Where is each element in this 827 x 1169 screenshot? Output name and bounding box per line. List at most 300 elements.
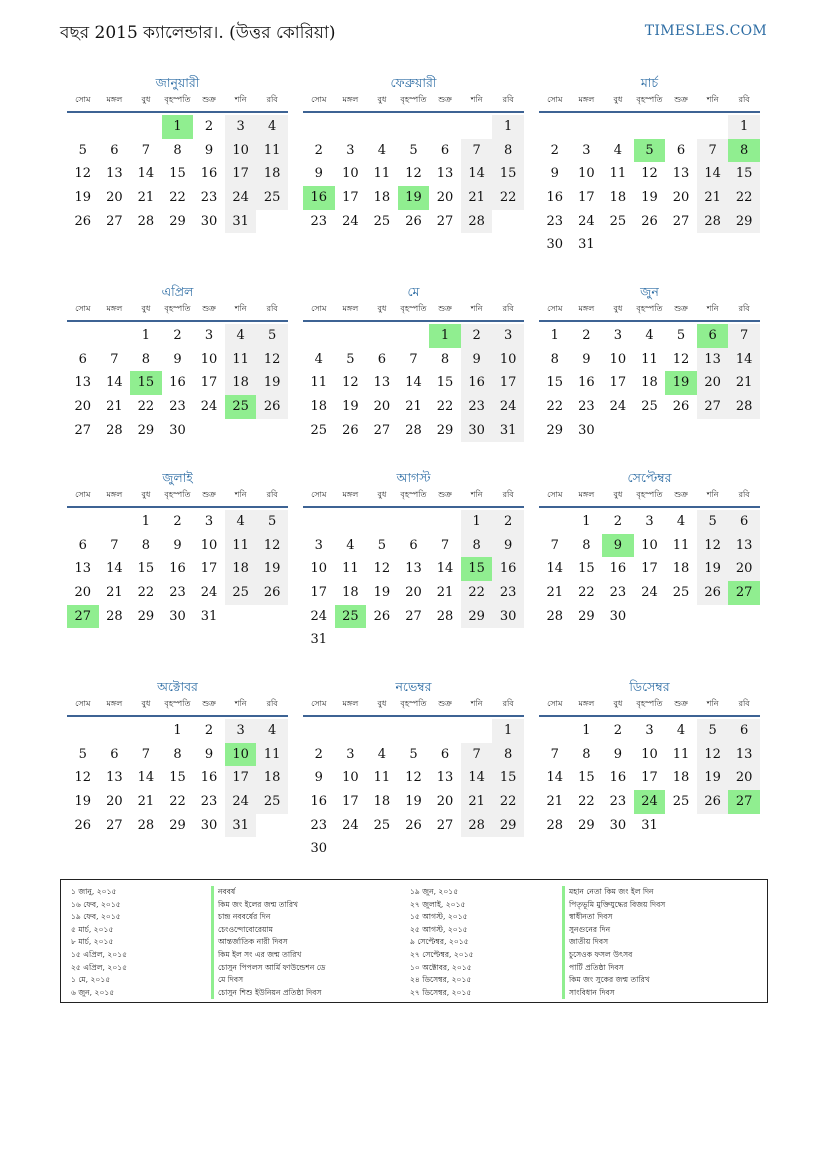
holiday-day-cell[interactable]: 8 (728, 139, 760, 163)
day-cell[interactable]: 18 (672, 561, 690, 577)
day-cell[interactable]: 2 (582, 328, 591, 343)
day-cell[interactable]: 24 (342, 213, 359, 229)
holiday-day-cell[interactable]: 19 (665, 371, 697, 395)
day-cell[interactable]: 14 (728, 348, 760, 372)
day-cell[interactable]: 12 (697, 534, 729, 558)
day-cell[interactable]: 28 (728, 395, 760, 419)
day-cell[interactable]: 17 (641, 561, 658, 577)
holiday-day-cell[interactable]: 27 (728, 581, 760, 605)
day-cell[interactable]: 6 (110, 746, 119, 762)
day-cell[interactable]: 29 (492, 814, 524, 838)
day-cell[interactable]: 13 (405, 561, 422, 577)
day-cell[interactable]: 2 (314, 142, 323, 158)
day-cell[interactable]: 24 (225, 186, 257, 210)
day-cell[interactable]: 30 (310, 841, 328, 857)
day-cell[interactable]: 12 (672, 351, 690, 367)
holiday-day-cell[interactable]: 27 (67, 605, 99, 629)
day-cell[interactable]: 19 (697, 766, 729, 790)
day-cell[interactable]: 5 (697, 510, 729, 534)
day-cell[interactable]: 2 (204, 119, 214, 134)
day-cell[interactable]: 27 (373, 422, 391, 438)
day-cell[interactable]: 24 (342, 817, 359, 833)
day-cell[interactable]: 19 (256, 557, 288, 581)
day-cell[interactable]: 7 (461, 139, 493, 163)
day-cell[interactable]: 30 (169, 422, 186, 438)
day-cell[interactable]: 27 (672, 213, 690, 229)
day-cell[interactable]: 18 (373, 794, 391, 810)
holiday-day-cell[interactable]: 9 (602, 534, 634, 558)
day-cell[interactable]: 8 (173, 746, 182, 762)
day-cell[interactable]: 13 (106, 166, 123, 182)
day-cell[interactable]: 5 (377, 537, 387, 553)
day-cell[interactable]: 3 (346, 746, 355, 762)
day-cell[interactable]: 6 (409, 537, 418, 553)
day-cell[interactable]: 7 (110, 537, 119, 553)
day-cell[interactable]: 14 (436, 561, 454, 577)
day-cell[interactable]: 23 (169, 399, 186, 415)
day-cell[interactable]: 20 (373, 399, 391, 415)
day-cell[interactable]: 22 (728, 186, 760, 210)
day-cell[interactable]: 25 (641, 399, 658, 415)
day-cell[interactable]: 1 (173, 723, 182, 738)
day-cell[interactable]: 11 (256, 743, 288, 767)
day-cell[interactable]: 16 (609, 561, 627, 577)
day-cell[interactable]: 20 (697, 371, 729, 395)
day-cell[interactable]: 12 (256, 534, 288, 558)
day-cell[interactable]: 20 (728, 766, 760, 790)
day-cell[interactable]: 2 (461, 324, 493, 348)
day-cell[interactable]: 7 (550, 537, 559, 553)
day-cell[interactable]: 24 (609, 399, 627, 415)
day-cell[interactable]: 10 (200, 351, 218, 367)
day-cell[interactable]: 15 (492, 766, 524, 790)
day-cell[interactable]: 17 (310, 585, 328, 601)
day-cell[interactable]: 9 (492, 534, 524, 558)
day-cell[interactable]: 27 (106, 817, 123, 833)
day-cell[interactable]: 9 (314, 166, 323, 182)
day-cell[interactable]: 28 (546, 817, 564, 833)
day-cell[interactable]: 21 (546, 585, 564, 601)
day-cell[interactable]: 9 (314, 770, 323, 786)
day-cell[interactable]: 17 (578, 190, 595, 206)
day-cell[interactable]: 14 (461, 766, 493, 790)
day-cell[interactable]: 31 (200, 608, 218, 624)
day-cell[interactable]: 2 (613, 514, 623, 529)
day-cell[interactable]: 8 (141, 537, 151, 553)
day-cell[interactable]: 27 (74, 422, 92, 438)
day-cell[interactable]: 20 (728, 557, 760, 581)
day-cell[interactable]: 12 (74, 770, 92, 786)
day-cell[interactable]: 13 (728, 534, 760, 558)
day-cell[interactable]: 18 (641, 375, 658, 391)
day-cell[interactable]: 12 (74, 166, 92, 182)
day-cell[interactable]: 9 (204, 142, 214, 158)
day-cell[interactable]: 24 (578, 213, 595, 229)
day-cell[interactable]: 16 (609, 770, 627, 786)
day-cell[interactable]: 12 (405, 770, 422, 786)
day-cell[interactable]: 18 (342, 585, 359, 601)
day-cell[interactable]: 29 (169, 817, 186, 833)
day-cell[interactable]: 13 (74, 561, 92, 577)
day-cell[interactable]: 15 (436, 375, 454, 391)
day-cell[interactable]: 26 (697, 790, 729, 814)
day-cell[interactable]: 22 (137, 585, 155, 601)
day-cell[interactable]: 3 (225, 719, 257, 743)
day-cell[interactable]: 23 (310, 213, 328, 229)
day-cell[interactable]: 21 (405, 399, 422, 415)
holiday-day-cell[interactable]: 27 (728, 790, 760, 814)
day-cell[interactable]: 14 (106, 561, 123, 577)
day-cell[interactable]: 24 (492, 395, 524, 419)
day-cell[interactable]: 1 (582, 514, 591, 529)
day-cell[interactable]: 15 (728, 162, 760, 186)
day-cell[interactable]: 23 (461, 395, 493, 419)
day-cell[interactable]: 2 (613, 723, 623, 738)
day-cell[interactable]: 11 (373, 770, 391, 786)
day-cell[interactable]: 16 (578, 375, 595, 391)
holiday-day-cell[interactable]: 24 (634, 790, 666, 814)
day-cell[interactable]: 20 (436, 190, 454, 206)
day-cell[interactable]: 21 (106, 399, 123, 415)
day-cell[interactable]: 30 (200, 817, 218, 833)
day-cell[interactable]: 2 (173, 514, 182, 529)
day-cell[interactable]: 19 (74, 190, 92, 206)
day-cell[interactable]: 4 (314, 351, 323, 367)
day-cell[interactable]: 4 (676, 723, 686, 738)
day-cell[interactable]: 23 (492, 581, 524, 605)
day-cell[interactable]: 11 (225, 534, 257, 558)
day-cell[interactable]: 11 (256, 139, 288, 163)
day-cell[interactable]: 4 (676, 514, 686, 529)
day-cell[interactable]: 13 (436, 770, 454, 786)
holiday-day-cell[interactable]: 1 (429, 324, 461, 348)
day-cell[interactable]: 7 (550, 746, 559, 762)
holiday-day-cell[interactable]: 16 (303, 186, 335, 210)
day-cell[interactable]: 25 (310, 422, 328, 438)
day-cell[interactable]: 25 (373, 213, 391, 229)
day-cell[interactable]: 21 (137, 794, 155, 810)
day-cell[interactable]: 10 (578, 166, 595, 182)
day-cell[interactable]: 21 (728, 371, 760, 395)
day-cell[interactable]: 30 (609, 817, 627, 833)
day-cell[interactable]: 26 (74, 213, 92, 229)
day-cell[interactable]: 6 (676, 142, 686, 158)
day-cell[interactable]: 6 (440, 746, 450, 762)
day-cell[interactable]: 6 (377, 351, 387, 367)
day-cell[interactable]: 16 (546, 190, 564, 206)
holiday-day-cell[interactable]: 15 (130, 371, 162, 395)
day-cell[interactable]: 21 (106, 585, 123, 601)
day-cell[interactable]: 16 (200, 770, 218, 786)
day-cell[interactable]: 2 (204, 723, 214, 738)
day-cell[interactable]: 10 (310, 561, 328, 577)
day-cell[interactable]: 1 (141, 328, 151, 343)
day-cell[interactable]: 1 (492, 719, 524, 743)
day-cell[interactable]: 25 (225, 581, 257, 605)
day-cell[interactable]: 21 (461, 186, 493, 210)
day-cell[interactable]: 15 (169, 770, 186, 786)
day-cell[interactable]: 31 (310, 632, 328, 648)
site-link[interactable]: TIMESLES.COM (644, 23, 767, 39)
day-cell[interactable]: 15 (137, 561, 155, 577)
holiday-day-cell[interactable]: 15 (461, 557, 493, 581)
day-cell[interactable]: 21 (461, 790, 493, 814)
day-cell[interactable]: 11 (373, 166, 391, 182)
day-cell[interactable]: 28 (461, 210, 493, 234)
day-cell[interactable]: 27 (697, 395, 729, 419)
holiday-day-cell[interactable]: 25 (335, 605, 367, 629)
day-cell[interactable]: 3 (225, 115, 257, 139)
day-cell[interactable]: 25 (672, 794, 690, 810)
day-cell[interactable]: 17 (609, 375, 627, 391)
day-cell[interactable]: 4 (225, 324, 257, 348)
day-cell[interactable]: 26 (405, 817, 422, 833)
day-cell[interactable]: 4 (225, 510, 257, 534)
day-cell[interactable]: 20 (74, 399, 92, 415)
day-cell[interactable]: 7 (697, 139, 729, 163)
day-cell[interactable]: 2 (173, 328, 182, 343)
day-cell[interactable]: 31 (578, 237, 595, 253)
day-cell[interactable]: 28 (137, 817, 155, 833)
day-cell[interactable]: 7 (141, 746, 151, 762)
day-cell[interactable]: 24 (310, 608, 328, 624)
day-cell[interactable]: 25 (256, 186, 288, 210)
day-cell[interactable]: 29 (137, 608, 155, 624)
day-cell[interactable]: 16 (200, 166, 218, 182)
day-cell[interactable]: 28 (106, 608, 123, 624)
day-cell[interactable]: 8 (492, 743, 524, 767)
day-cell[interactable]: 8 (492, 139, 524, 163)
day-cell[interactable]: 13 (74, 375, 92, 391)
day-cell[interactable]: 10 (641, 746, 658, 762)
day-cell[interactable]: 9 (613, 746, 623, 762)
day-cell[interactable]: 3 (645, 514, 654, 529)
day-cell[interactable]: 28 (137, 213, 155, 229)
day-cell[interactable]: 17 (225, 766, 257, 790)
day-cell[interactable]: 18 (225, 371, 257, 395)
day-cell[interactable]: 17 (342, 794, 359, 810)
day-cell[interactable]: 28 (461, 814, 493, 838)
day-cell[interactable]: 31 (641, 817, 658, 833)
day-cell[interactable]: 22 (169, 190, 186, 206)
day-cell[interactable]: 31 (225, 814, 257, 838)
day-cell[interactable]: 19 (405, 794, 422, 810)
day-cell[interactable]: 9 (582, 351, 591, 367)
day-cell[interactable]: 5 (697, 719, 729, 743)
day-cell[interactable]: 5 (256, 510, 288, 534)
day-cell[interactable]: 14 (137, 770, 155, 786)
day-cell[interactable]: 16 (492, 557, 524, 581)
day-cell[interactable]: 27 (106, 213, 123, 229)
day-cell[interactable]: 26 (672, 399, 690, 415)
day-cell[interactable]: 7 (440, 537, 450, 553)
day-cell[interactable]: 12 (641, 166, 658, 182)
day-cell[interactable]: 20 (436, 794, 454, 810)
day-cell[interactable]: 17 (225, 162, 257, 186)
day-cell[interactable]: 23 (578, 399, 595, 415)
day-cell[interactable]: 21 (697, 186, 729, 210)
day-cell[interactable]: 23 (609, 794, 627, 810)
holiday-day-cell[interactable]: 5 (634, 139, 666, 163)
day-cell[interactable]: 3 (204, 514, 214, 529)
day-cell[interactable]: 18 (672, 770, 690, 786)
day-cell[interactable]: 26 (342, 422, 359, 438)
day-cell[interactable]: 16 (310, 794, 328, 810)
holiday-day-cell[interactable]: 10 (225, 743, 257, 767)
day-cell[interactable]: 5 (78, 746, 87, 762)
day-cell[interactable]: 15 (578, 561, 595, 577)
day-cell[interactable]: 14 (546, 561, 564, 577)
day-cell[interactable]: 28 (106, 422, 123, 438)
day-cell[interactable]: 4 (613, 142, 623, 158)
day-cell[interactable]: 1 (728, 115, 760, 139)
day-cell[interactable]: 26 (256, 581, 288, 605)
day-cell[interactable]: 18 (225, 557, 257, 581)
day-cell[interactable]: 29 (137, 422, 155, 438)
day-cell[interactable]: 30 (461, 419, 493, 443)
day-cell[interactable]: 10 (225, 139, 257, 163)
day-cell[interactable]: 24 (225, 790, 257, 814)
day-cell[interactable]: 9 (173, 537, 182, 553)
day-cell[interactable]: 23 (169, 585, 186, 601)
day-cell[interactable]: 28 (436, 608, 454, 624)
day-cell[interactable]: 19 (373, 585, 391, 601)
day-cell[interactable]: 10 (609, 351, 627, 367)
day-cell[interactable]: 11 (310, 375, 328, 391)
day-cell[interactable]: 24 (200, 585, 218, 601)
day-cell[interactable]: 29 (578, 608, 595, 624)
day-cell[interactable]: 26 (256, 395, 288, 419)
day-cell[interactable]: 29 (578, 817, 595, 833)
day-cell[interactable]: 20 (672, 190, 690, 206)
day-cell[interactable]: 31 (492, 419, 524, 443)
day-cell[interactable]: 23 (609, 585, 627, 601)
day-cell[interactable]: 22 (137, 399, 155, 415)
day-cell[interactable]: 19 (342, 399, 359, 415)
day-cell[interactable]: 6 (78, 537, 87, 553)
day-cell[interactable]: 4 (377, 746, 387, 762)
day-cell[interactable]: 10 (342, 770, 359, 786)
day-cell[interactable]: 20 (106, 190, 123, 206)
day-cell[interactable]: 8 (550, 351, 559, 367)
day-cell[interactable]: 15 (546, 375, 564, 391)
day-cell[interactable]: 20 (106, 794, 123, 810)
day-cell[interactable]: 17 (641, 770, 658, 786)
day-cell[interactable]: 17 (200, 561, 218, 577)
day-cell[interactable]: 11 (342, 561, 359, 577)
day-cell[interactable]: 14 (461, 162, 493, 186)
day-cell[interactable]: 7 (141, 142, 151, 158)
day-cell[interactable]: 11 (609, 166, 627, 182)
day-cell[interactable]: 3 (645, 723, 654, 738)
day-cell[interactable]: 6 (728, 510, 760, 534)
day-cell[interactable]: 20 (405, 585, 422, 601)
day-cell[interactable]: 3 (346, 142, 355, 158)
day-cell[interactable]: 3 (314, 537, 323, 553)
day-cell[interactable]: 1 (582, 723, 591, 738)
day-cell[interactable]: 7 (409, 351, 418, 367)
day-cell[interactable]: 14 (137, 166, 155, 182)
day-cell[interactable]: 5 (409, 142, 418, 158)
day-cell[interactable]: 30 (578, 422, 595, 438)
day-cell[interactable]: 8 (582, 746, 591, 762)
day-cell[interactable]: 19 (74, 794, 92, 810)
day-cell[interactable]: 16 (461, 371, 493, 395)
day-cell[interactable]: 1 (141, 514, 151, 529)
day-cell[interactable]: 1 (461, 510, 493, 534)
day-cell[interactable]: 16 (169, 561, 186, 577)
day-cell[interactable]: 8 (461, 534, 493, 558)
day-cell[interactable]: 9 (173, 351, 182, 367)
day-cell[interactable]: 13 (373, 375, 391, 391)
day-cell[interactable]: 21 (137, 190, 155, 206)
day-cell[interactable]: 6 (78, 351, 87, 367)
day-cell[interactable]: 5 (78, 142, 87, 158)
day-cell[interactable]: 11 (672, 746, 690, 762)
day-cell[interactable]: 23 (200, 794, 218, 810)
day-cell[interactable]: 22 (169, 794, 186, 810)
day-cell[interactable]: 20 (74, 585, 92, 601)
day-cell[interactable]: 4 (256, 115, 288, 139)
day-cell[interactable]: 31 (225, 210, 257, 234)
day-cell[interactable]: 22 (578, 794, 595, 810)
day-cell[interactable]: 5 (256, 324, 288, 348)
day-cell[interactable]: 6 (110, 142, 119, 158)
day-cell[interactable]: 12 (697, 743, 729, 767)
day-cell[interactable]: 22 (492, 790, 524, 814)
day-cell[interactable]: 22 (578, 585, 595, 601)
day-cell[interactable]: 21 (546, 794, 564, 810)
day-cell[interactable]: 18 (609, 190, 627, 206)
day-cell[interactable]: 16 (169, 375, 186, 391)
day-cell[interactable]: 13 (436, 166, 454, 182)
day-cell[interactable]: 30 (200, 213, 218, 229)
day-cell[interactable]: 30 (609, 608, 627, 624)
day-cell[interactable]: 18 (310, 399, 328, 415)
day-cell[interactable]: 13 (728, 743, 760, 767)
day-cell[interactable]: 5 (676, 328, 686, 343)
day-cell[interactable]: 27 (436, 817, 454, 833)
day-cell[interactable]: 22 (436, 399, 454, 415)
day-cell[interactable]: 11 (225, 348, 257, 372)
day-cell[interactable]: 30 (546, 237, 564, 253)
day-cell[interactable]: 27 (436, 213, 454, 229)
day-cell[interactable]: 9 (461, 348, 493, 372)
day-cell[interactable]: 18 (256, 162, 288, 186)
day-cell[interactable]: 30 (169, 608, 186, 624)
day-cell[interactable]: 15 (169, 166, 186, 182)
day-cell[interactable]: 10 (342, 166, 359, 182)
day-cell[interactable]: 24 (641, 585, 658, 601)
day-cell[interactable]: 4 (377, 142, 387, 158)
day-cell[interactable]: 10 (641, 537, 658, 553)
day-cell[interactable]: 2 (550, 142, 559, 158)
day-cell[interactable]: 23 (200, 190, 218, 206)
day-cell[interactable]: 14 (546, 770, 564, 786)
day-cell[interactable]: 1 (550, 328, 559, 343)
day-cell[interactable]: 3 (492, 324, 524, 348)
day-cell[interactable]: 12 (256, 348, 288, 372)
day-cell[interactable]: 26 (74, 817, 92, 833)
day-cell[interactable]: 5 (346, 351, 355, 367)
day-cell[interactable]: 2 (314, 746, 323, 762)
day-cell[interactable]: 7 (728, 324, 760, 348)
day-cell[interactable]: 15 (492, 162, 524, 186)
day-cell[interactable]: 23 (310, 817, 328, 833)
day-cell[interactable]: 10 (492, 348, 524, 372)
day-cell[interactable]: 11 (672, 537, 690, 553)
day-cell[interactable]: 13 (697, 348, 729, 372)
